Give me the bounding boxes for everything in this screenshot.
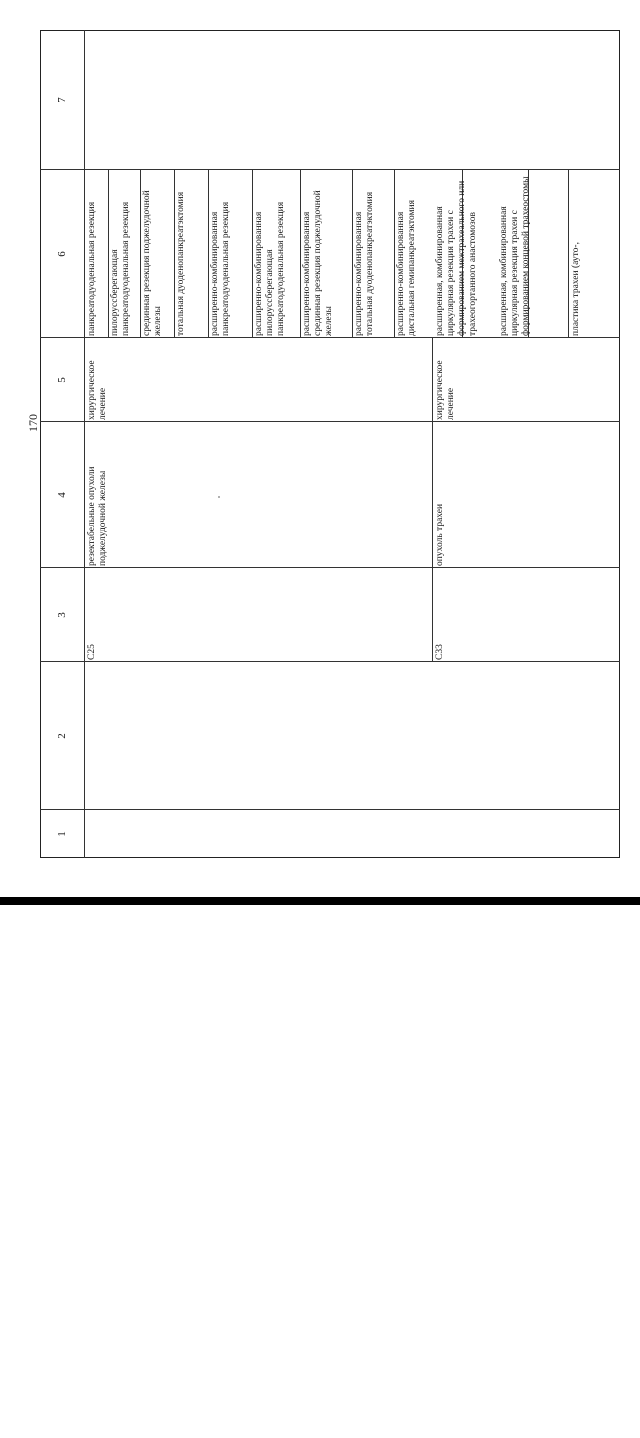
icd-code-cell: С33 (435, 644, 445, 660)
table-frame (40, 30, 620, 858)
procedure-item: расширенная, комбинированная циркулярная резекция трахеи с формированием межтрахеального или трахеогортанного анастомозов (435, 180, 478, 336)
procedure-item: расширенная, комбинированная циркулярная резекция трахеи с формированием концевой трахеостомы (499, 176, 531, 336)
procedure-item: расширенно-комбинированная срединная резекция поджелудочной железы (302, 190, 334, 336)
procedure-item: расширенно-комбинированная панкреатодуоденальная резекция (210, 201, 231, 336)
procedure-divider (568, 170, 569, 338)
column-number: 5 (56, 377, 68, 383)
procedure-item: тотальная дуоденопанкреатэктомия (176, 191, 186, 336)
column-divider (40, 661, 620, 662)
column-number: 2 (56, 733, 68, 739)
procedure-item: панкреатодуоденальная резекция (87, 201, 97, 336)
diagnosis-cell: резектабельные опухоли поджелудочной железы (87, 466, 108, 566)
procedure-item: срединная резекция поджелудочной железы (142, 190, 163, 336)
icd-code-cell: C25 (87, 644, 97, 660)
column-number: 6 (56, 251, 68, 257)
column-number: 7 (56, 97, 68, 103)
scan-speck (218, 496, 220, 498)
column-number: 1 (56, 831, 68, 837)
page-number: 170 (26, 414, 40, 432)
table-container (40, 97, 640, 1438)
column-number: 4 (56, 492, 68, 498)
column-divider (40, 421, 620, 422)
header-divider (84, 30, 85, 858)
row-divider (432, 338, 433, 662)
procedure-item: расширенно-комбинированная тотальная дуоденопанкреатэктомия (354, 191, 375, 336)
procedure-item: расширенно-комбинированная дистальная гемипанкреатэктомия (396, 200, 417, 336)
treatment-cell: хирургическое лечение (87, 360, 108, 420)
column-divider (40, 809, 620, 810)
procedure-item: расширенно-комбинированная пилоруссберегающая панкреатодуоденальная резекция (254, 201, 286, 336)
treatment-cell: хирургическое лечение (435, 360, 456, 420)
column-divider (40, 567, 620, 568)
scan-edge (0, 897, 640, 905)
procedure-item: пластика трахеи (ауто-, (571, 242, 581, 336)
diagnosis-cell: опухоль трахеи (435, 503, 445, 566)
procedure-item: пилоруссберегающая панкреатодуоденальная резекция (110, 201, 131, 336)
column-number: 3 (56, 612, 68, 618)
rotated-table (40, 30, 620, 858)
